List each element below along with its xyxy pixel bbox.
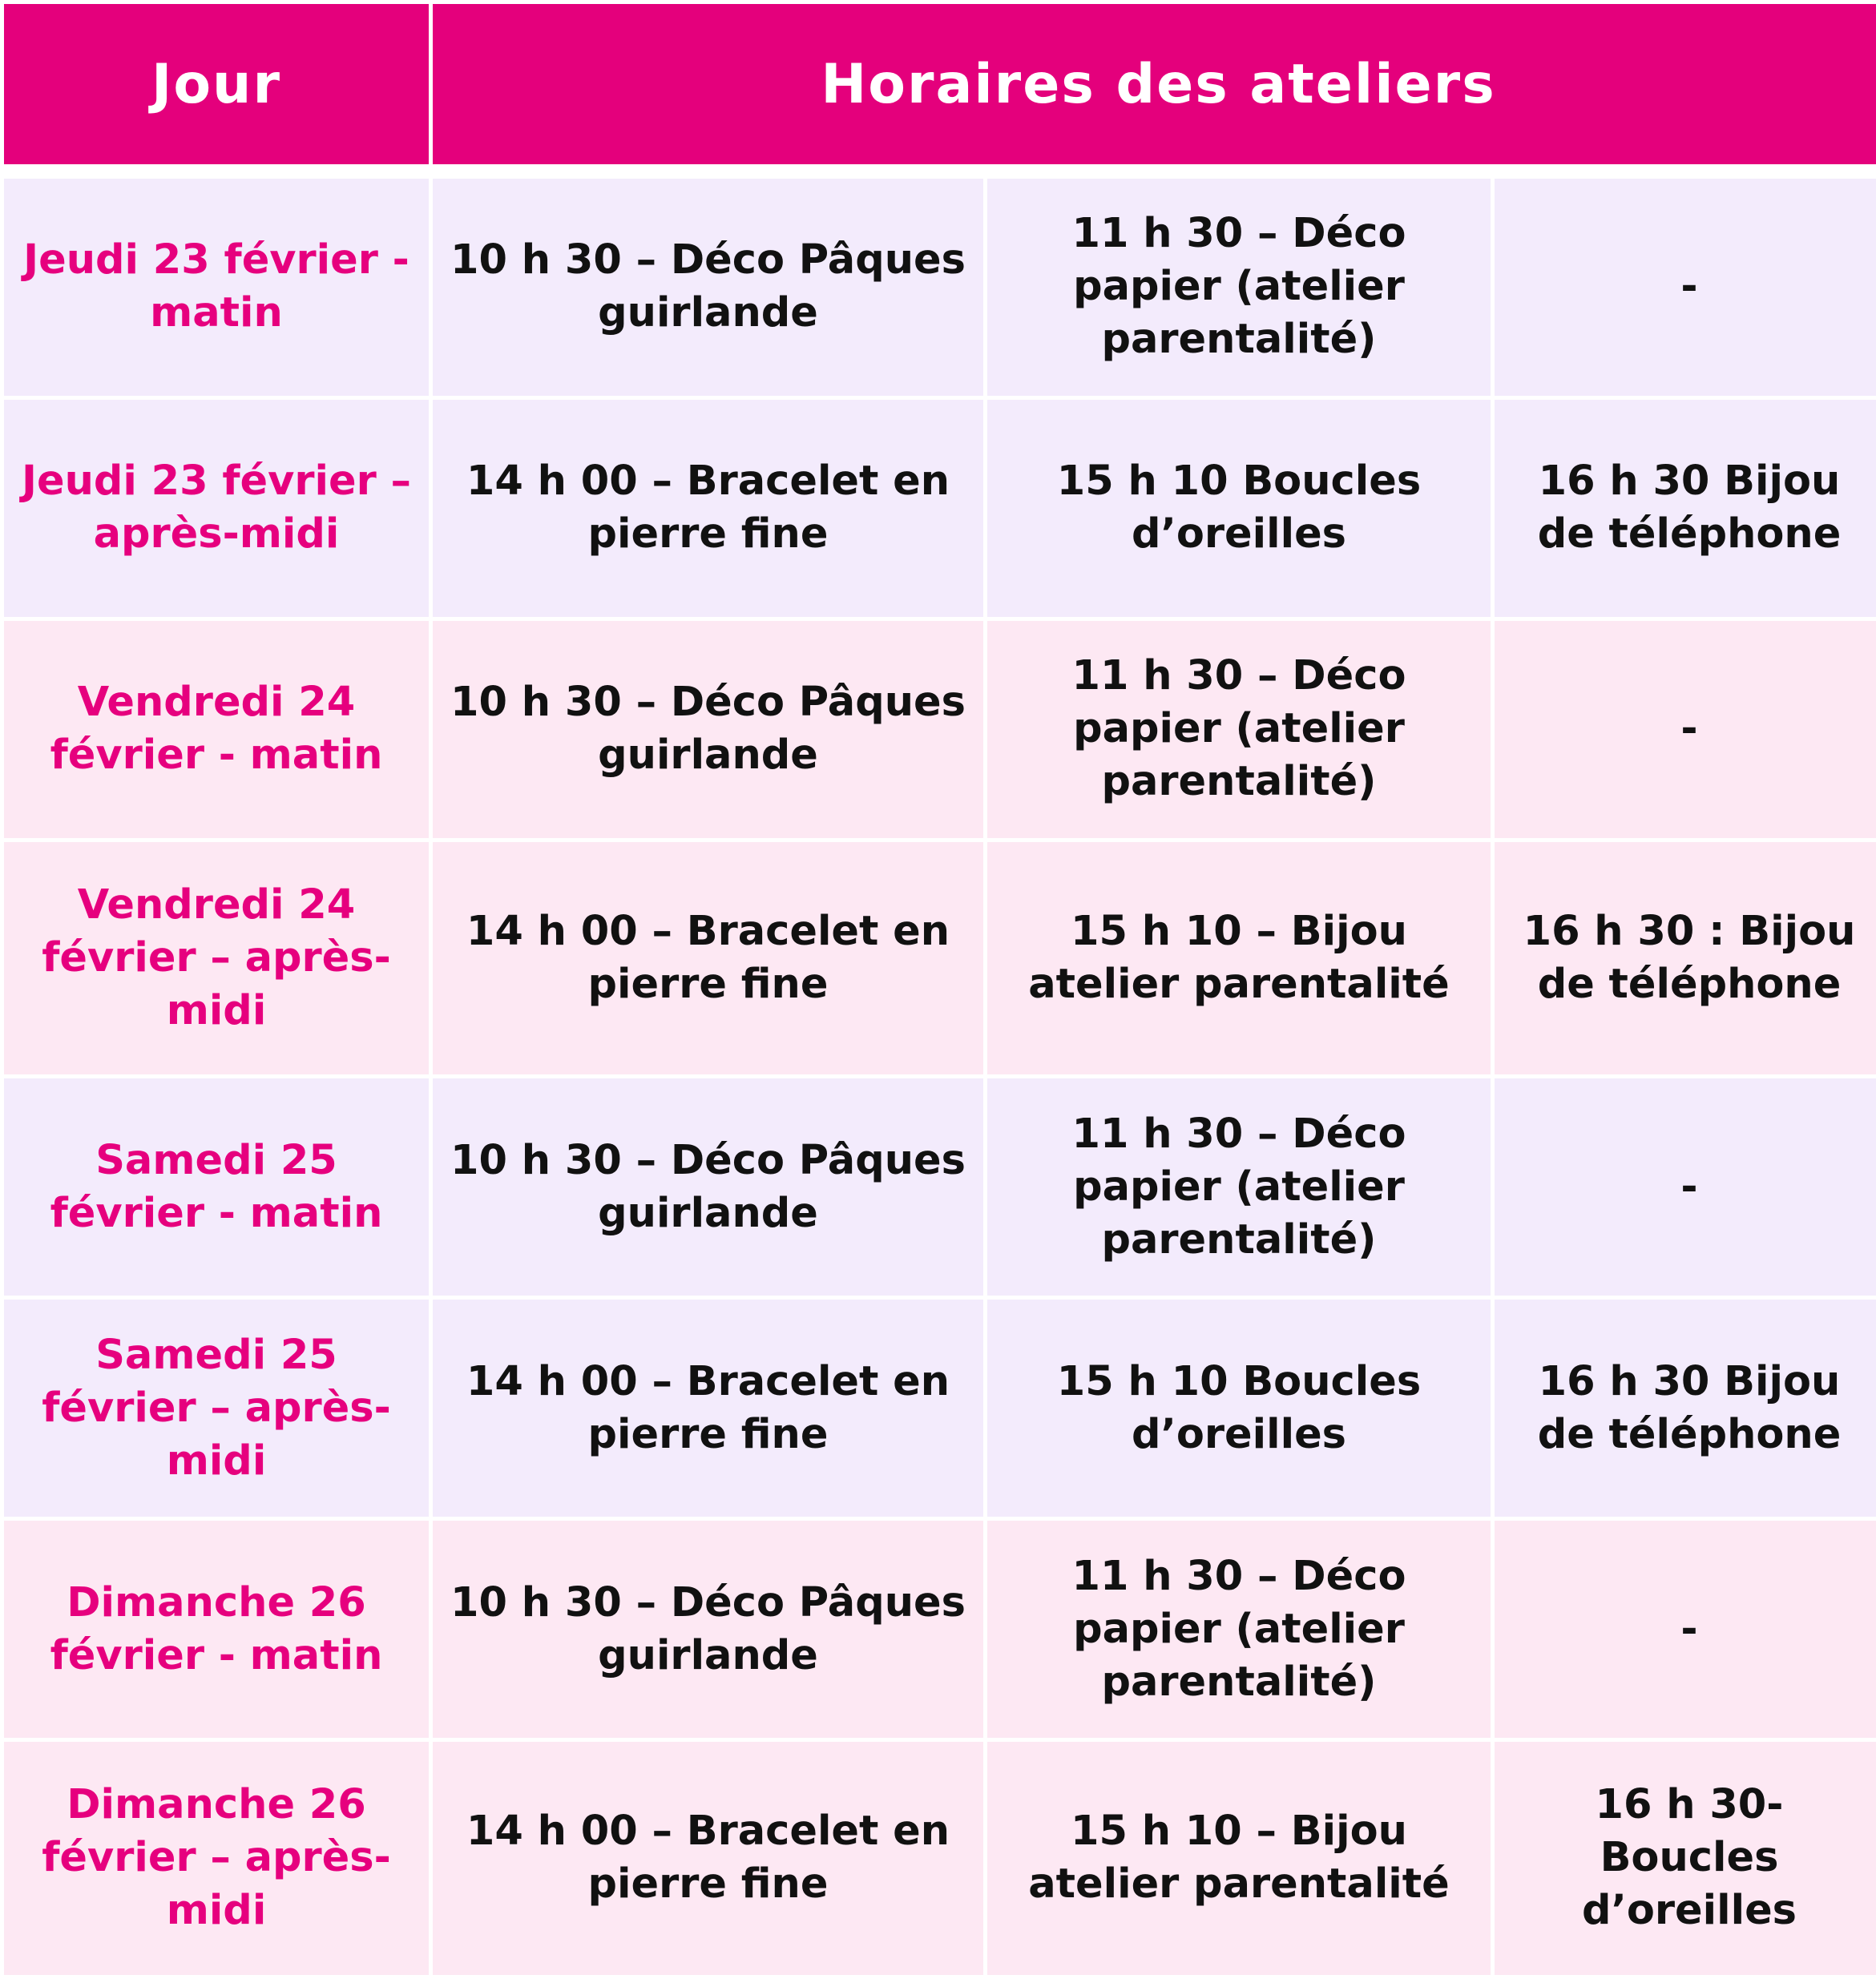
table-row: [4, 179, 1876, 396]
slot-3-cell: 16 h 30 Bijou de téléphone: [1495, 1300, 1876, 1517]
slot-1-cell: 10 h 30 – Déco Pâques guirlande: [433, 179, 983, 396]
slot-3-cell: -: [1495, 1521, 1876, 1738]
slot-2-cell: 11 h 30 – Déco papier (atelier parentalité): [987, 621, 1491, 838]
table-row: [4, 400, 1876, 617]
day-cell: Jeudi 23 février – après-midi: [4, 400, 429, 617]
slot-1-cell: 10 h 30 – Déco Pâques guirlande: [433, 1521, 983, 1738]
day-cell: Vendredi 24 février - matin: [4, 621, 429, 838]
table-row: [4, 1300, 1876, 1517]
slot-3-cell: -: [1495, 179, 1876, 396]
slot-2-cell: 15 h 10 Boucles d’oreilles: [987, 1300, 1491, 1517]
table-row: [4, 1521, 1876, 1738]
slot-2-cell: 11 h 30 – Déco papier (atelier parentalité): [987, 1078, 1491, 1296]
slot-1-cell: 14 h 00 – Bracelet en pierre fine: [433, 842, 983, 1075]
header-schedule: Horaires des ateliers: [433, 4, 1876, 164]
slot-1-cell: 10 h 30 – Déco Pâques guirlande: [433, 1078, 983, 1296]
day-cell: Dimanche 26 février – après-midi: [4, 1742, 429, 1975]
slot-2-cell: 11 h 30 – Déco papier (atelier parentalité): [987, 179, 1491, 396]
table-row: [4, 1742, 1876, 1975]
slot-1-cell: 14 h 00 – Bracelet en pierre fine: [433, 1742, 983, 1975]
header-day: Jour: [4, 4, 429, 164]
slot-1-cell: 10 h 30 – Déco Pâques guirlande: [433, 621, 983, 838]
table-row: [4, 621, 1876, 838]
day-cell: Dimanche 26 février - matin: [4, 1521, 429, 1738]
slot-3-cell: 16 h 30 : Bijou de téléphone: [1495, 842, 1876, 1075]
slot-3-cell: -: [1495, 1078, 1876, 1296]
slot-3-cell: 16 h 30- Boucles d’oreilles: [1495, 1742, 1876, 1975]
slot-1-cell: 14 h 00 – Bracelet en pierre fine: [433, 1300, 983, 1517]
table-row: [4, 1078, 1876, 1296]
spacer: [4, 168, 1876, 175]
slot-2-cell: 11 h 30 – Déco papier (atelier parentalité): [987, 1521, 1491, 1738]
day-cell: Samedi 25 février – après-midi: [4, 1300, 429, 1517]
slot-2-cell: 15 h 10 – Bijou atelier parentalité: [987, 842, 1491, 1075]
slot-3-cell: 16 h 30 Bijou de téléphone: [1495, 400, 1876, 617]
day-cell: Samedi 25 février - matin: [4, 1078, 429, 1296]
day-cell: Vendredi 24 février – après-midi: [4, 842, 429, 1075]
table-row: [4, 842, 1876, 1075]
header-gap: [4, 168, 1876, 175]
day-cell: Jeudi 23 février - matin: [4, 179, 429, 396]
slot-2-cell: 15 h 10 Boucles d’oreilles: [987, 400, 1491, 617]
slot-2-cell: 15 h 10 – Bijou atelier parentalité: [987, 1742, 1491, 1975]
header-row: [4, 4, 1876, 164]
slot-1-cell: 14 h 00 – Bracelet en pierre fine: [433, 400, 983, 617]
slot-3-cell: -: [1495, 621, 1876, 838]
